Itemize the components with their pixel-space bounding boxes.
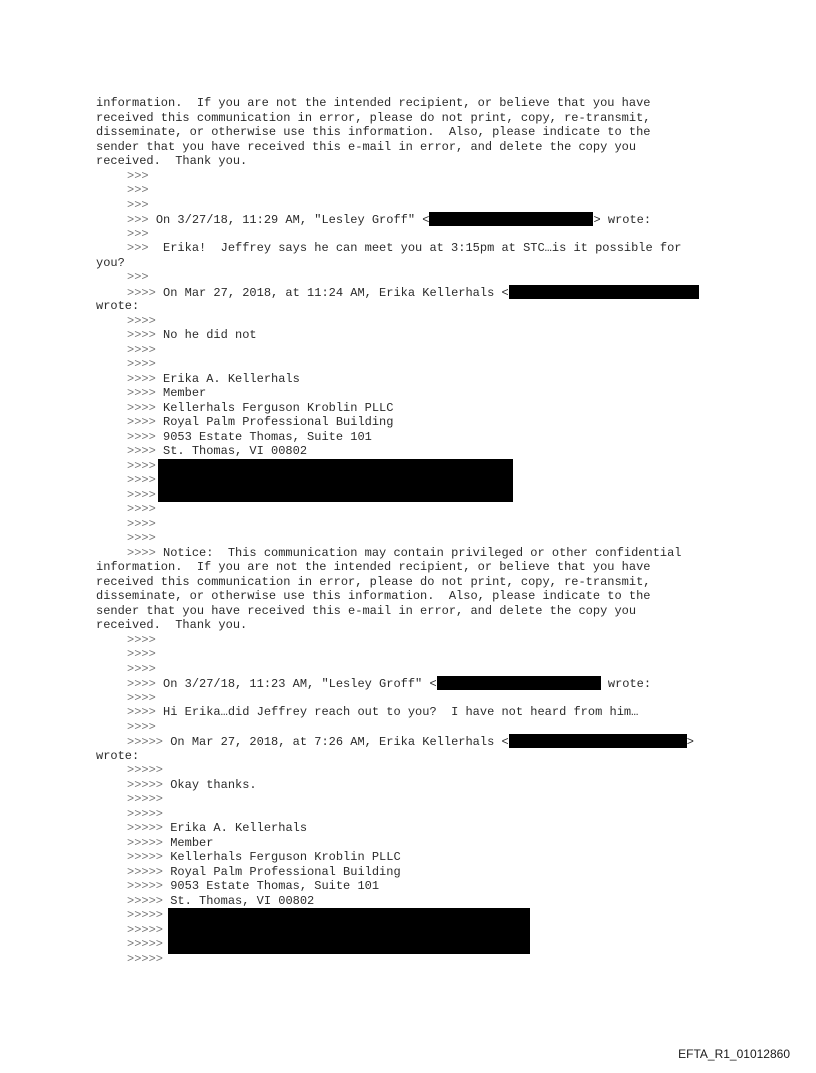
notice-line: information. If you are not the intended recipient, or believe that you have <box>96 560 651 574</box>
redacted-line: >>>> <box>127 487 156 502</box>
message-text: Erika! Jeffrey says he can meet you at 3:15pm at STC…is it possible for <box>155 241 682 255</box>
disclaimer-line: received. Thank you. <box>96 154 248 168</box>
redacted-line: >>>>> <box>127 922 164 937</box>
quote-marker-line: >>> <box>127 168 149 183</box>
signature-line: >>>>> St. Thomas, VI 00802 <box>127 893 315 908</box>
signature-line: >>>>> 9053 Estate Thomas, Suite 101 <box>127 879 380 893</box>
quote-marker-line: >>>> <box>127 531 156 545</box>
reply-header-text: On Mar 27, 2018, at 7:26 AM, Erika Kellerhals < <box>170 735 509 749</box>
quote-marker-line: >>>> <box>127 516 156 531</box>
redacted-line: >>>>> <box>127 937 164 951</box>
message-line: >>>> No he did not <box>127 328 257 342</box>
signature-title: Member <box>163 386 207 400</box>
reply-header-text: On 3/27/18, 11:29 AM, "Lesley Groff" < <box>155 213 430 227</box>
disclaimer-line: sender that you have received this e-mail in error, and delete the copy you <box>96 139 637 154</box>
reply-header-wrote: > wrote: <box>593 213 652 227</box>
signature-line: >>>> St. Thomas, VI 00802 <box>127 444 308 458</box>
signature-line: >>>>> Member <box>127 835 214 850</box>
signature-street: 9053 Estate Thomas, Suite 101 <box>170 879 380 893</box>
message-text: No he did not <box>163 328 257 342</box>
quote-marker-line: >>>>> <box>127 763 164 777</box>
signature-line: >>>> Member <box>127 386 207 400</box>
message-text: Okay thanks. <box>170 777 257 792</box>
redacted-email <box>429 212 593 226</box>
quote-marker-line: >>> <box>127 197 149 212</box>
signature-city: St. Thomas, VI 00802 <box>170 893 315 908</box>
quote-marker-line: >>>>> <box>127 792 164 806</box>
signature-line: >>>> Erika A. Kellerhals <box>127 371 300 386</box>
quote-marker-line: >>>> <box>127 502 156 516</box>
signature-name: Erika A. Kellerhals <box>170 821 308 835</box>
quote-marker-line: >>>> <box>127 719 156 734</box>
quote-marker-line: >>> <box>127 270 149 284</box>
notice-line: >>>> Notice: This communication may contain privileged or other confidential <box>127 545 682 560</box>
message-line: >>>>> Okay thanks. <box>127 777 257 792</box>
notice-line: disseminate, or otherwise use this information. Also, please indicate to the <box>96 589 651 603</box>
disclaimer-line: disseminate, or otherwise use this information. Also, please indicate to the <box>96 125 651 139</box>
message-line: >>>> Hi Erika…did Jeffrey reach out to you? I have not heard from him… <box>127 705 639 719</box>
redacted-email <box>509 285 699 299</box>
signature-line: >>>>> Erika A. Kellerhals <box>127 821 308 835</box>
document-id-footer: EFTA_R1_01012860 <box>678 1047 790 1061</box>
message-line: you? <box>96 255 125 270</box>
message-line: >>> Erika! Jeffrey says he can meet you at 3:15pm at STC…is it possible for <box>127 241 682 255</box>
signature-name: Erika A. Kellerhals <box>163 371 300 386</box>
quote-marker-line: >>>> <box>127 690 156 705</box>
signature-line: >>>> Royal Palm Professional Building <box>127 415 394 429</box>
reply-header-groff: >>> On 3/27/18, 11:29 AM, "Lesley Groff" < > wrote: <box>127 213 652 227</box>
signature-firm: Kellerhals Ferguson Kroblin PLLC <box>163 400 394 415</box>
signature-line: >>>> Kellerhals Ferguson Kroblin PLLC <box>127 400 394 415</box>
signature-title: Member <box>170 835 214 850</box>
quote-marker-line: >>> <box>127 183 149 197</box>
disclaimer-line: information. If you are not the intended recipient, or believe that you have <box>96 96 651 110</box>
signature-building: Royal Palm Professional Building <box>170 864 401 879</box>
signature-firm: Kellerhals Ferguson Kroblin PLLC <box>170 850 401 864</box>
disclaimer-line: received this communication in error, please do not print, copy, re-transmit, <box>96 110 651 125</box>
quote-marker-line: >>>> <box>127 313 156 328</box>
quote-marker-line: >>>> <box>127 357 156 371</box>
notice-text: Notice: This communication may contain privileged or other confidential <box>163 545 682 560</box>
quote-marker-line: >>>> <box>127 661 156 676</box>
signature-line: >>>>> Kellerhals Ferguson Kroblin PLLC <box>127 850 401 864</box>
signature-line: >>>>> Royal Palm Professional Building <box>127 864 401 879</box>
redacted-line: >>>> <box>127 473 156 487</box>
quote-marker-line: >>>> <box>127 632 156 647</box>
quote-marker-line: >>>>> <box>127 951 164 966</box>
reply-header-groff: >>>> On 3/27/18, 11:23 AM, "Lesley Groff" < wrote: <box>127 677 652 691</box>
signature-building: Royal Palm Professional Building <box>163 415 394 429</box>
quote-marker-line: >>>> <box>127 647 156 661</box>
notice-line: sender that you have received this e-mail in error, and delete the copy you <box>96 603 637 618</box>
quote-marker-line: >>>> <box>127 342 156 357</box>
quote-marker-line: >>> <box>127 226 149 241</box>
reply-header-erika: >>>>> On Mar 27, 2018, at 7:26 AM, Erika Kellerhals < > <box>127 735 694 749</box>
signature-line: >>>> 9053 Estate Thomas, Suite 101 <box>127 429 372 444</box>
signature-city: St. Thomas, VI 00802 <box>163 444 308 458</box>
redacted-email <box>509 734 687 748</box>
redacted-line: >>>>> <box>96 908 736 923</box>
notice-line: received this communication in error, please do not print, copy, re-transmit, <box>96 574 651 589</box>
redacted-email <box>437 676 601 690</box>
signature-street: 9053 Estate Thomas, Suite 101 <box>163 429 372 444</box>
notice-line: received. Thank you. <box>96 618 248 632</box>
redacted-line: >>>> <box>96 459 736 474</box>
reply-header-close: > <box>686 735 694 749</box>
reply-header-wrote: wrote: <box>600 677 652 691</box>
reply-header-wrote: wrote: <box>96 299 140 313</box>
message-text: Hi Erika…did Jeffrey reach out to you? I have not heard from him… <box>163 705 639 719</box>
reply-header-text: On Mar 27, 2018, at 11:24 AM, Erika Kellerhals < <box>163 285 509 300</box>
email-thread-document <box>96 96 736 966</box>
reply-header-wrote: wrote: <box>96 748 140 763</box>
reply-header-erika: >>>> On Mar 27, 2018, at 11:24 AM, Erika Kellerhals < <box>96 285 736 300</box>
reply-header-text: On 3/27/18, 11:23 AM, "Lesley Groff" < <box>163 677 437 691</box>
quote-marker-line: >>>>> <box>127 806 164 821</box>
